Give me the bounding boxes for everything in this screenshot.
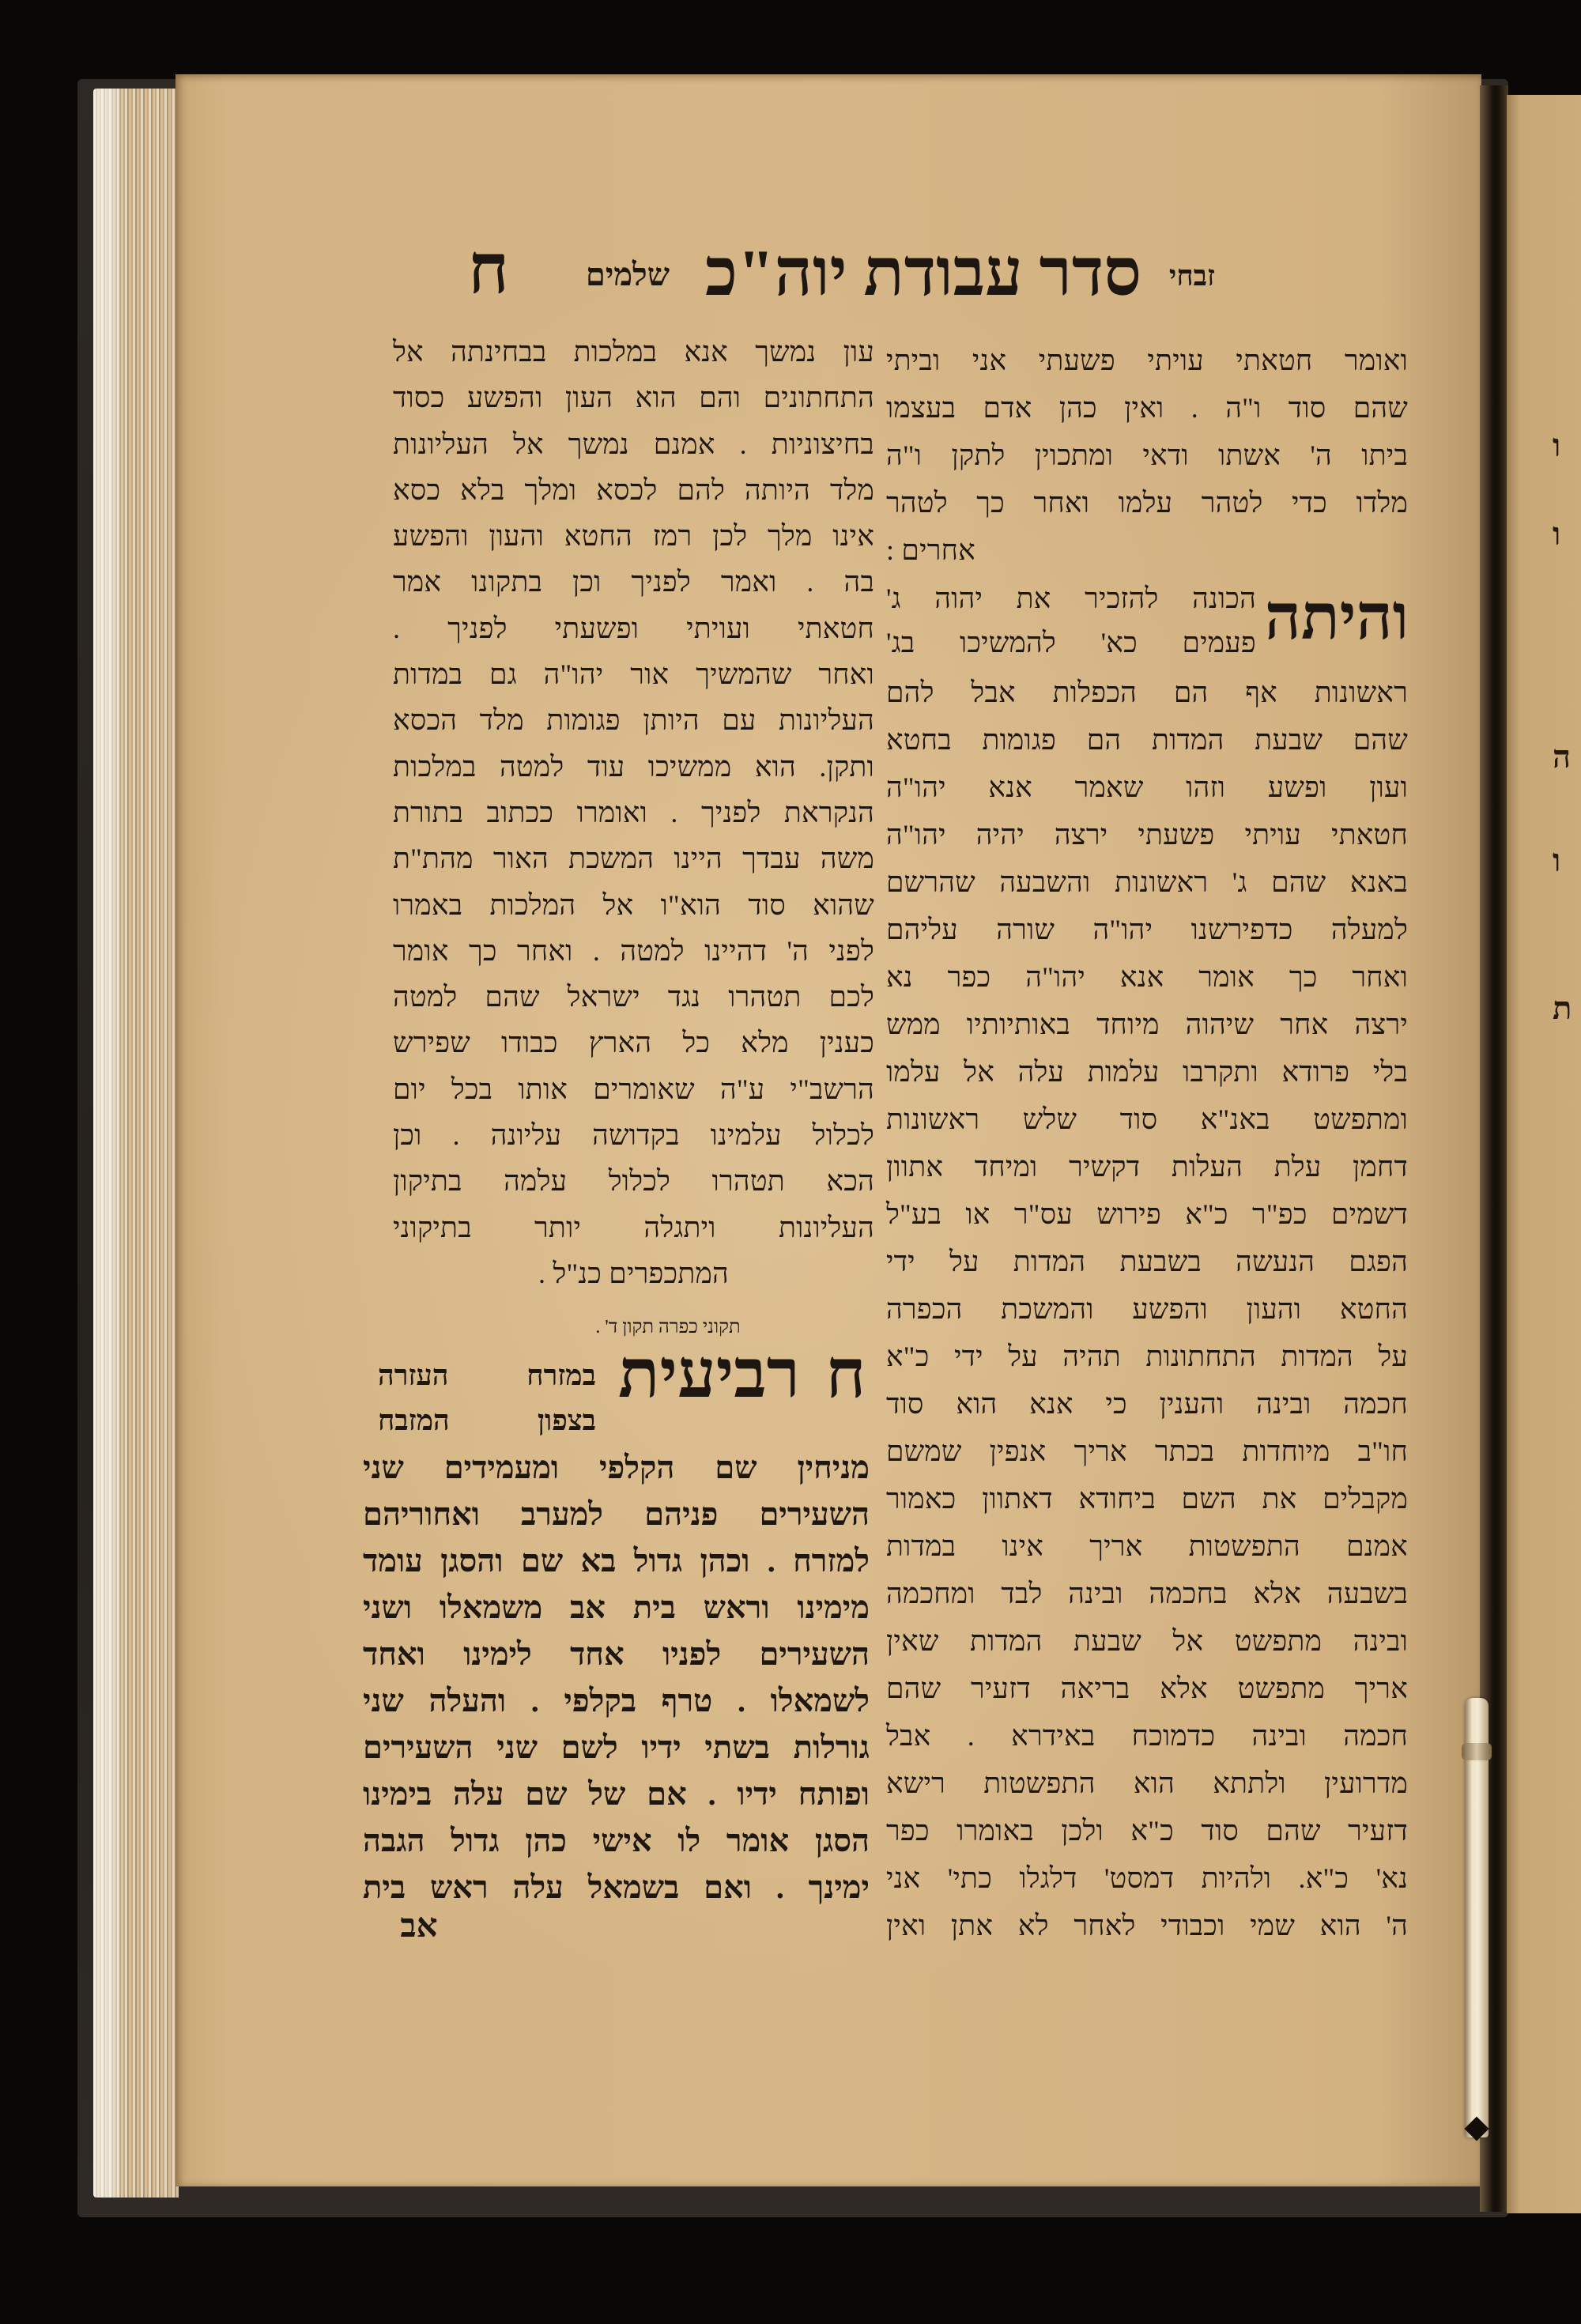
- mishnah-line: גורלות בשתי ידיו לשם שני השעירים: [363, 1730, 870, 1765]
- mishnah-line: השעירים פניהם למערב ואחוריהם: [363, 1496, 870, 1532]
- left-column-line: חטאתי ועויתי ופשעתי לפניך .: [393, 612, 874, 644]
- lead-line: הכונה להזכיר את יהוה ג': [886, 583, 1256, 614]
- right-column-line: מדרועין ולתתא הוא התפשטות רישא: [886, 1768, 1408, 1799]
- mishnah-line: ופותח ידיו . אם של שם עלה בימינו: [363, 1776, 870, 1812]
- bookmark-ribbon: [1465, 1698, 1489, 2137]
- right-column-line: ובינה מתפשט אל שבעת המדות שאין: [886, 1625, 1408, 1657]
- right-column-line: ואחר כך אומר אנא יהו"ה כפר נא: [886, 961, 1408, 993]
- right-column-line: אחרים :: [886, 534, 975, 566]
- paragraph-lead-word: והיתה: [1264, 583, 1409, 653]
- right-column-line: החטא והעון והפשע והמשכת הכפרה: [886, 1293, 1408, 1325]
- right-column-line: ומתפשט באנ"א סוד שלש ראשונות: [886, 1104, 1408, 1135]
- left-column-line: בחיצוניות . אמנם נמשך אל העליונות: [393, 428, 874, 460]
- left-column-line: ותקן. הוא ממשיכו עוד למטה במלכות: [393, 750, 874, 783]
- right-column-line: דשמים כפ"ר כ"א פירוש עס"ר או בע"ל: [886, 1198, 1408, 1230]
- left-column-line: המתכפרים כנ"ל .: [538, 1257, 729, 1289]
- lead-lines-block: [886, 576, 1256, 665]
- right-column-line: ביתו ה' אשתו ודאי ומתכוין לתקן ו"ה: [886, 440, 1408, 471]
- section-letter: ח: [825, 1336, 866, 1412]
- left-column-line: שהוא סוד הוא"ו אל המלכות באמרו: [393, 888, 874, 921]
- right-column-line: שהם סוד ו"ה . ואין כהן אדם בעצמו: [886, 392, 1408, 424]
- running-header-right: זבחי: [1168, 260, 1216, 292]
- left-column-line: העליונות עם היותן פגומות מלד הכסא: [393, 704, 874, 737]
- right-column-line: למעלה כדפירשנו יהו"ה שורה עליהם: [886, 914, 1408, 945]
- left-column-line: לכלול עלמינו בקדושה עליונה . וכן: [393, 1119, 874, 1152]
- left-column-line: העליונות ויתגלה יותר בתיקוני: [393, 1211, 874, 1243]
- right-column-line: דזעיר שהם סוד כ"א ולכן באומרו כפר: [886, 1815, 1408, 1847]
- right-column-line: חכמה ובינה כדמוכח באידרא . אבל: [886, 1720, 1408, 1752]
- bookmark-ribbon-band: [1462, 1743, 1492, 1760]
- left-column-line: ואחר שהמשיך אור יהו"ה גם במדות: [393, 658, 874, 691]
- left-column-line: מלד היותה להם לכסא ומלך בלא כסא: [393, 473, 874, 506]
- left-column-line: בה . ואמר לפניך וכן בתקונו אמר: [393, 566, 874, 598]
- right-column-line: בשבעה אלא בחכמה ובינה לבד ומחכמה: [886, 1578, 1408, 1609]
- left-column-line: הרשב"י ע"ה שאומרים אותו בכל יום: [393, 1073, 874, 1105]
- running-header-title: סדר עבודת יוה"כ: [704, 236, 1142, 310]
- left-column-line: לפני ה' דהיינו למטה . ואחר כך אומר: [393, 934, 874, 967]
- left-column-line: כענין מלא כל הארץ כבודו שפירש: [393, 1027, 874, 1059]
- left-column-commentary: [393, 329, 874, 1296]
- section-title: רביעית: [618, 1336, 800, 1412]
- section-side-line: בצפון המזבח: [378, 1405, 596, 1436]
- lead-line: פעמים כא' להמשיכו בג': [886, 627, 1256, 658]
- right-column-line: ירצה אחר שיהוה מיוחד באותיותיו ממש: [886, 1009, 1408, 1040]
- right-column-line: מלדו כדי לטהר עלמו ואחר כך לטהר: [886, 487, 1408, 519]
- left-column-line: משה עבדך היינו המשכת האור מהת"ת: [393, 843, 874, 875]
- facing-page-fragment: ת: [1553, 990, 1572, 1026]
- right-column-line: אריך מתפשט אלא בריאה דזעיר שהם: [886, 1673, 1408, 1704]
- facing-page-fragment: ו: [1553, 516, 1561, 552]
- facing-page-fragment: ו: [1553, 428, 1561, 463]
- section-side-lines: [378, 1353, 596, 1443]
- left-column-line: התחתונים והם הוא העון והפשע כסוד: [393, 382, 874, 414]
- right-column-line: חכמה ובינה והענין כי אנא הוא סוד: [886, 1388, 1408, 1420]
- page-edges: [93, 89, 179, 2198]
- left-column-line: עון נמשך אנא במלכות בבחינתה אל: [393, 336, 874, 368]
- mishnah-line: ימינך . ואם בשמאל עלה ראש בית: [363, 1869, 870, 1905]
- section-note: תקוני כפרה תקון ד' .: [595, 1317, 741, 1337]
- mishnah-line: לשמאלו . טרף בקלפי . והעלה שני: [363, 1683, 870, 1718]
- right-column-line: דחמן עלת העלות דקשיר ומיחד אתוון: [886, 1151, 1408, 1183]
- mishnah-line: מימינו וראש בית אב משמאלו ושני: [363, 1590, 870, 1625]
- left-column-line: אינו מלך לכן רמז החטא והעון והפשע: [393, 520, 874, 553]
- right-column-line: בלי פרודא ותקרבו עלמות עלה אל עלמו: [886, 1056, 1408, 1088]
- catchword: אב: [400, 1908, 438, 1945]
- left-column-line: לכם תטהרו נגד ישראל שהם למטה: [393, 981, 874, 1013]
- mishnah-line: למזרח . וכהן גדול בא שם והסגן עומד: [363, 1543, 870, 1579]
- right-column-block-b: [886, 669, 1408, 1949]
- page-folio: ח: [467, 232, 510, 308]
- right-column-line: הפגם הנעשה בשבעת המדות על ידי: [886, 1246, 1408, 1277]
- right-column-line: ואומר חטאתי עויתי פשעתי אני וביתי: [886, 345, 1408, 376]
- right-column-line: שהם שבעת המדות הם פגומות בחטא: [886, 724, 1408, 756]
- right-column-line: באנא שהם ג' ראשונות והשבעה שהרשם: [886, 866, 1408, 898]
- right-column-line: חו"ב מיוחדות בכתר אריך אנפין שמשם: [886, 1436, 1408, 1467]
- right-column-line: ה' הוא שמי וכבודי לאחר לא אתן ואין: [886, 1910, 1408, 1941]
- section-side-line: במזרח העזרה: [378, 1360, 596, 1391]
- right-column-line: ועון ופשע וזהו שאמר אנא יהו"ה: [886, 772, 1408, 803]
- right-column-line: נא' כ"א. ולהיות דמסט' דלגלו כתי' אני: [886, 1862, 1408, 1894]
- mishnah-line: הסגן אומר לו אישי כהן גדול הגבה: [363, 1823, 870, 1858]
- right-column-line: על המדות התחתונות תהיה על ידי כ"א: [886, 1341, 1408, 1372]
- mishnah-line: מניחין שם הקלפי ומעמידים שני: [363, 1450, 870, 1485]
- mishnah-line: השעירים לפניו אחד לימינו ואחד: [363, 1636, 870, 1672]
- left-column-line: הנקראת לפניך . ואומרו ככתוב בתורת: [393, 796, 874, 828]
- running-header-left: שלמים: [585, 257, 670, 292]
- left-column-line: הכא תטהרו לכלול עלמה בתיקון: [393, 1165, 874, 1198]
- mishnah-text: [363, 1444, 870, 1911]
- facing-page: [1507, 95, 1581, 2213]
- facing-page-fragment: ו: [1553, 843, 1561, 878]
- right-column-line: אמנם התפשטות אריך אינו במדות: [886, 1530, 1408, 1562]
- right-column-line: מקבלים את השם ביחודא דאתוון כאמור: [886, 1483, 1408, 1515]
- right-column-line: ראשונות אף הם הכפלות אבל להם: [886, 677, 1408, 708]
- right-column-block-a: [886, 337, 1408, 574]
- facing-page-fragment: ה: [1553, 739, 1572, 775]
- right-column-line: חטאתי עויתי פשעתי ירצה יהיה יהו"ה: [886, 819, 1408, 851]
